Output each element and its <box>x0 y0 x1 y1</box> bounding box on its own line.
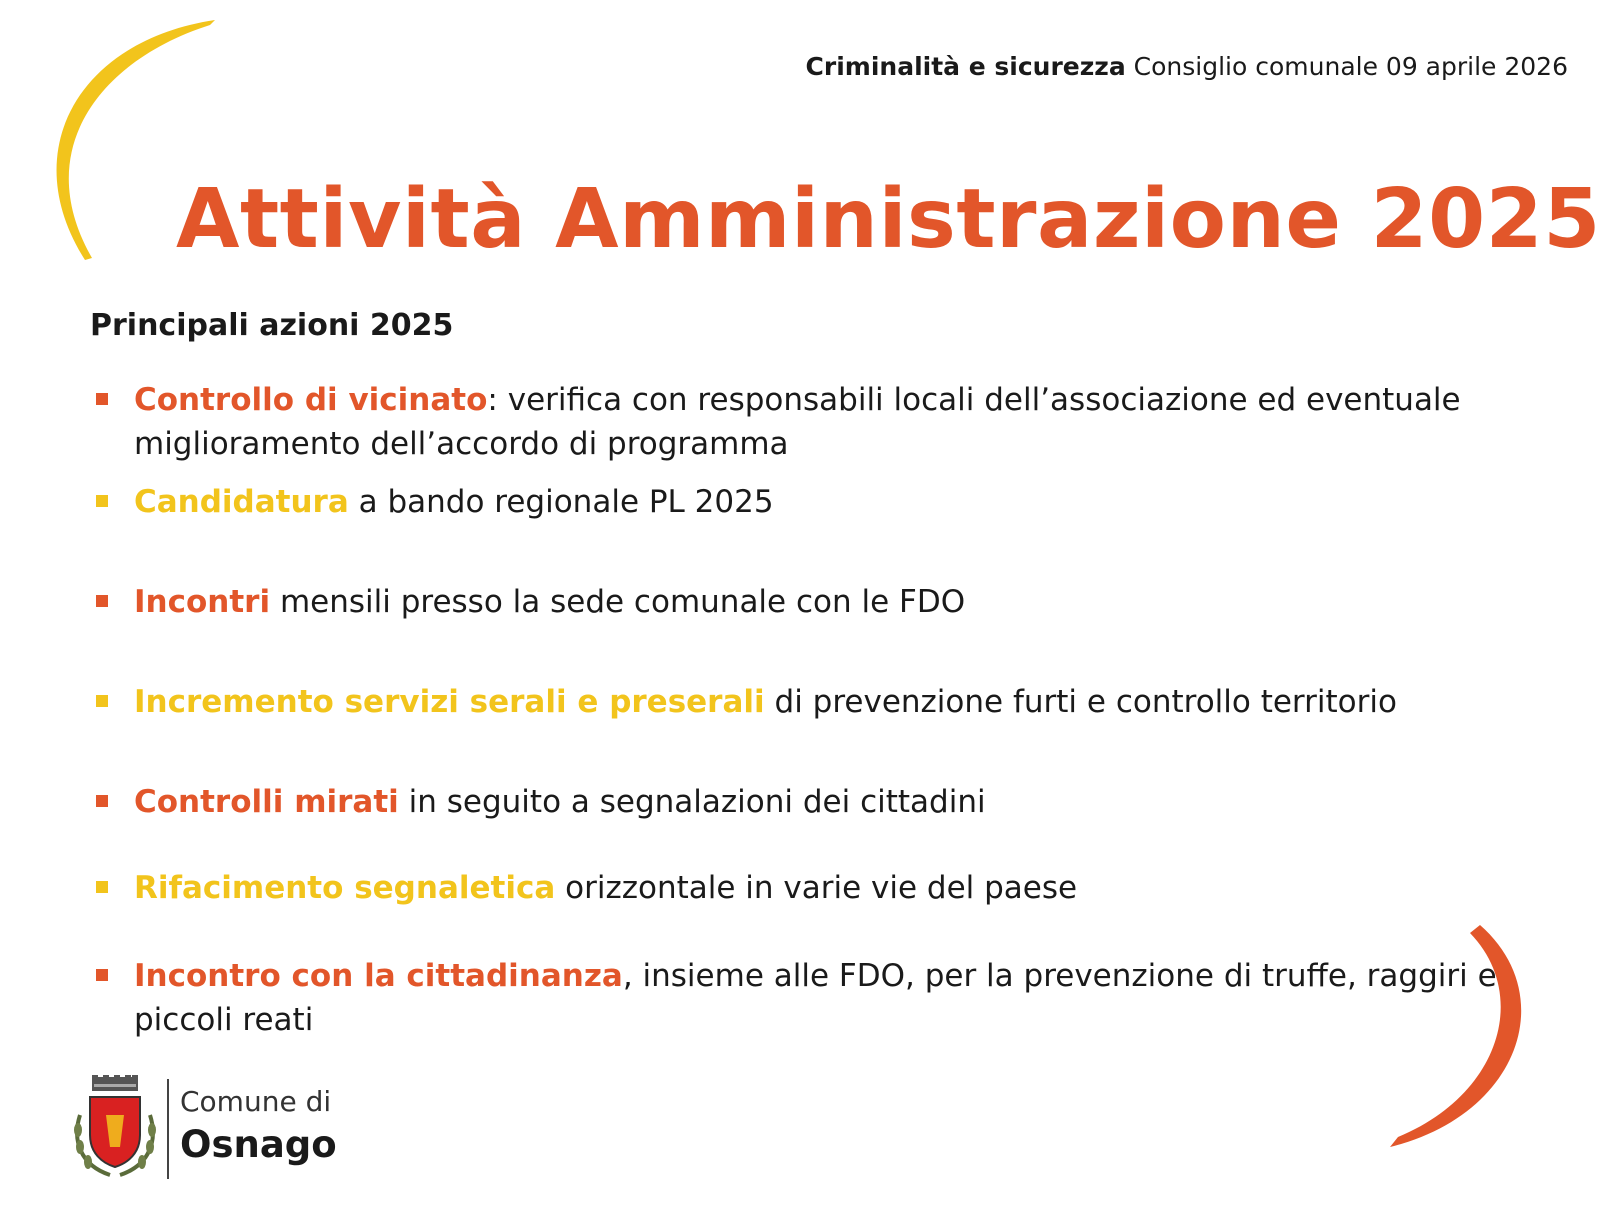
list-item-description: : verifica con responsabili locali dell’associazione ed eventuale miglioramento dell’accordo di programma <box>134 382 1461 462</box>
list-item <box>96 866 1536 910</box>
list-item-description: orizzontale in varie vie del paese <box>555 870 1078 906</box>
list-item-text <box>134 780 1536 824</box>
list-item-description: in seguito a segnalazioni dei cittadini <box>398 784 986 820</box>
list-item-highlight: Incontro con la cittadinanza <box>134 958 623 994</box>
list-item-text <box>134 378 1536 466</box>
slide-title: Attività Amministrazione 2025 <box>176 172 1601 267</box>
list-item-description: , insieme alle FDO, per la prevenzione di truffe, raggiri e piccoli reati <box>134 958 1497 1038</box>
list-item <box>96 954 1536 1042</box>
municipality-logo <box>70 1075 370 1185</box>
list-item-highlight: Rifacimento segnaletica <box>134 870 556 906</box>
list-item-text <box>134 954 1536 1042</box>
bullet-square-icon <box>96 495 108 507</box>
bullet-square-icon <box>96 969 108 981</box>
list-item <box>96 480 1536 524</box>
list-item-highlight: Controllo di vicinato <box>134 382 488 418</box>
bullet-square-icon <box>96 393 108 405</box>
list-item <box>96 680 1536 724</box>
coat-of-arms-icon <box>70 1075 160 1180</box>
bullet-square-icon <box>96 795 108 807</box>
list-item-highlight: Candidatura <box>134 484 349 520</box>
list-item-text <box>134 580 1536 624</box>
list-item-highlight: Incontri <box>134 584 271 620</box>
list-item-description: di prevenzione furti e controllo territorio <box>764 684 1397 720</box>
list-item-highlight: Controlli mirati <box>134 784 399 820</box>
list-item <box>96 378 1536 466</box>
list-item-text <box>134 480 1536 524</box>
section-subtitle: Principali azioni 2025 <box>90 308 454 343</box>
logo-divider <box>167 1079 169 1179</box>
logo-text-line1: Comune di <box>180 1085 332 1118</box>
list-item <box>96 580 1536 624</box>
list-item-description: mensili presso la sede comunale con le FDO <box>270 584 966 620</box>
bullet-square-icon <box>96 595 108 607</box>
list-item-description: a bando regionale PL 2025 <box>348 484 774 520</box>
header-topic: Criminalità e sicurezza <box>805 52 1126 81</box>
header-meeting: Consiglio comunale 09 aprile 2026 <box>1133 52 1568 81</box>
list-item <box>96 780 1536 824</box>
list-item-text <box>134 866 1536 910</box>
list-item-text <box>134 680 1536 724</box>
bullet-square-icon <box>96 695 108 707</box>
bullet-square-icon <box>96 881 108 893</box>
list-item-highlight: Incremento servizi serali e preserali <box>134 684 765 720</box>
slide-header <box>806 52 1568 81</box>
logo-text-line2: Osnago <box>180 1123 337 1166</box>
